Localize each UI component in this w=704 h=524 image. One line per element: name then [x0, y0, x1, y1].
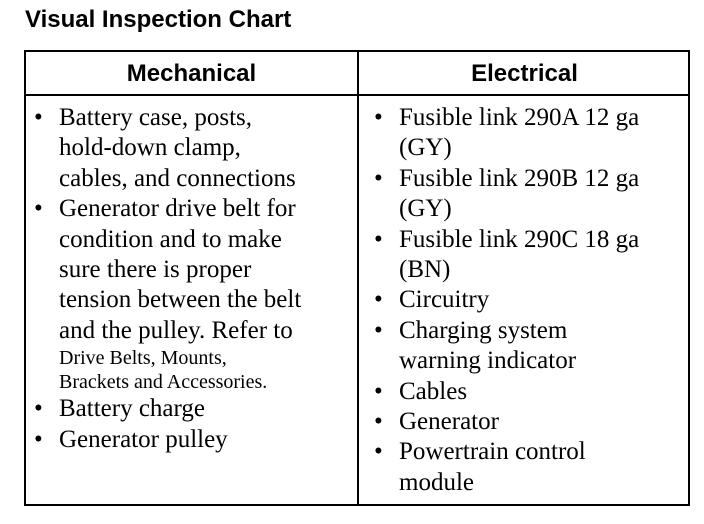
item-line: Generator drive belt for [59, 195, 296, 223]
list-item [374, 225, 690, 286]
bullet: • [374, 316, 383, 344]
bullet: • [34, 195, 43, 223]
electrical-column-header: Electrical [471, 60, 578, 87]
mechanical-list [34, 103, 352, 455]
item-line: warning indicator [399, 347, 577, 375]
bullet: • [374, 408, 383, 436]
item-line: Circuitry [399, 286, 490, 314]
electrical-list [374, 103, 690, 498]
list-item [34, 103, 352, 194]
list-item [374, 437, 690, 498]
bullet: • [34, 425, 43, 453]
item-line: module [399, 468, 474, 496]
reference-line: Drive Belts, Mounts, [59, 347, 227, 370]
item-line: hold-down clamp, [59, 134, 241, 162]
item-line: tension between the belt [59, 286, 302, 314]
item-line: Fusible link 290B 12 ga [399, 164, 640, 192]
list-item [374, 377, 690, 407]
item-line: (GY) [399, 195, 452, 223]
item-line: (GY) [399, 134, 452, 162]
list-item [34, 194, 352, 394]
mechanical-column-header: Mechanical [126, 60, 257, 87]
item-line: Fusible link 290C 18 ga [399, 225, 640, 253]
list-item [374, 103, 690, 164]
bullet: • [374, 164, 383, 192]
item-line: Generator [399, 408, 499, 436]
bullet: • [374, 225, 383, 253]
page-title: Visual Inspection Chart [25, 6, 292, 33]
bullet: • [374, 438, 383, 466]
item-line: Powertrain control [399, 438, 586, 466]
item-line: Charging system [399, 316, 568, 344]
item-line: and the pulley. Refer to [59, 316, 293, 344]
item-line: Battery charge [59, 395, 205, 423]
item-line: Cables [399, 377, 468, 405]
list-item [374, 164, 690, 225]
item-line: (BN) [399, 256, 451, 284]
column-divider [357, 52, 359, 504]
item-line: condition and to make [59, 225, 282, 253]
header-divider [26, 94, 688, 96]
item-line: sure there is proper [59, 256, 252, 284]
item-line: Fusible link 290A 12 ga [399, 104, 640, 131]
bullet: • [374, 377, 383, 405]
list-item [34, 425, 352, 455]
bullet: • [374, 104, 383, 131]
list-item [374, 285, 690, 315]
reference-line: Brackets and Accessories. [59, 371, 268, 394]
inspection-table [24, 50, 690, 506]
list-item [374, 316, 690, 377]
item-line: Generator pulley [59, 425, 228, 453]
bullet: • [374, 286, 383, 314]
item-line: cables, and connections [59, 164, 296, 192]
bullet: • [34, 104, 43, 131]
list-item [374, 407, 690, 437]
item-line: Battery case, posts, [59, 104, 253, 131]
bullet: • [34, 395, 43, 423]
list-item [34, 394, 352, 424]
